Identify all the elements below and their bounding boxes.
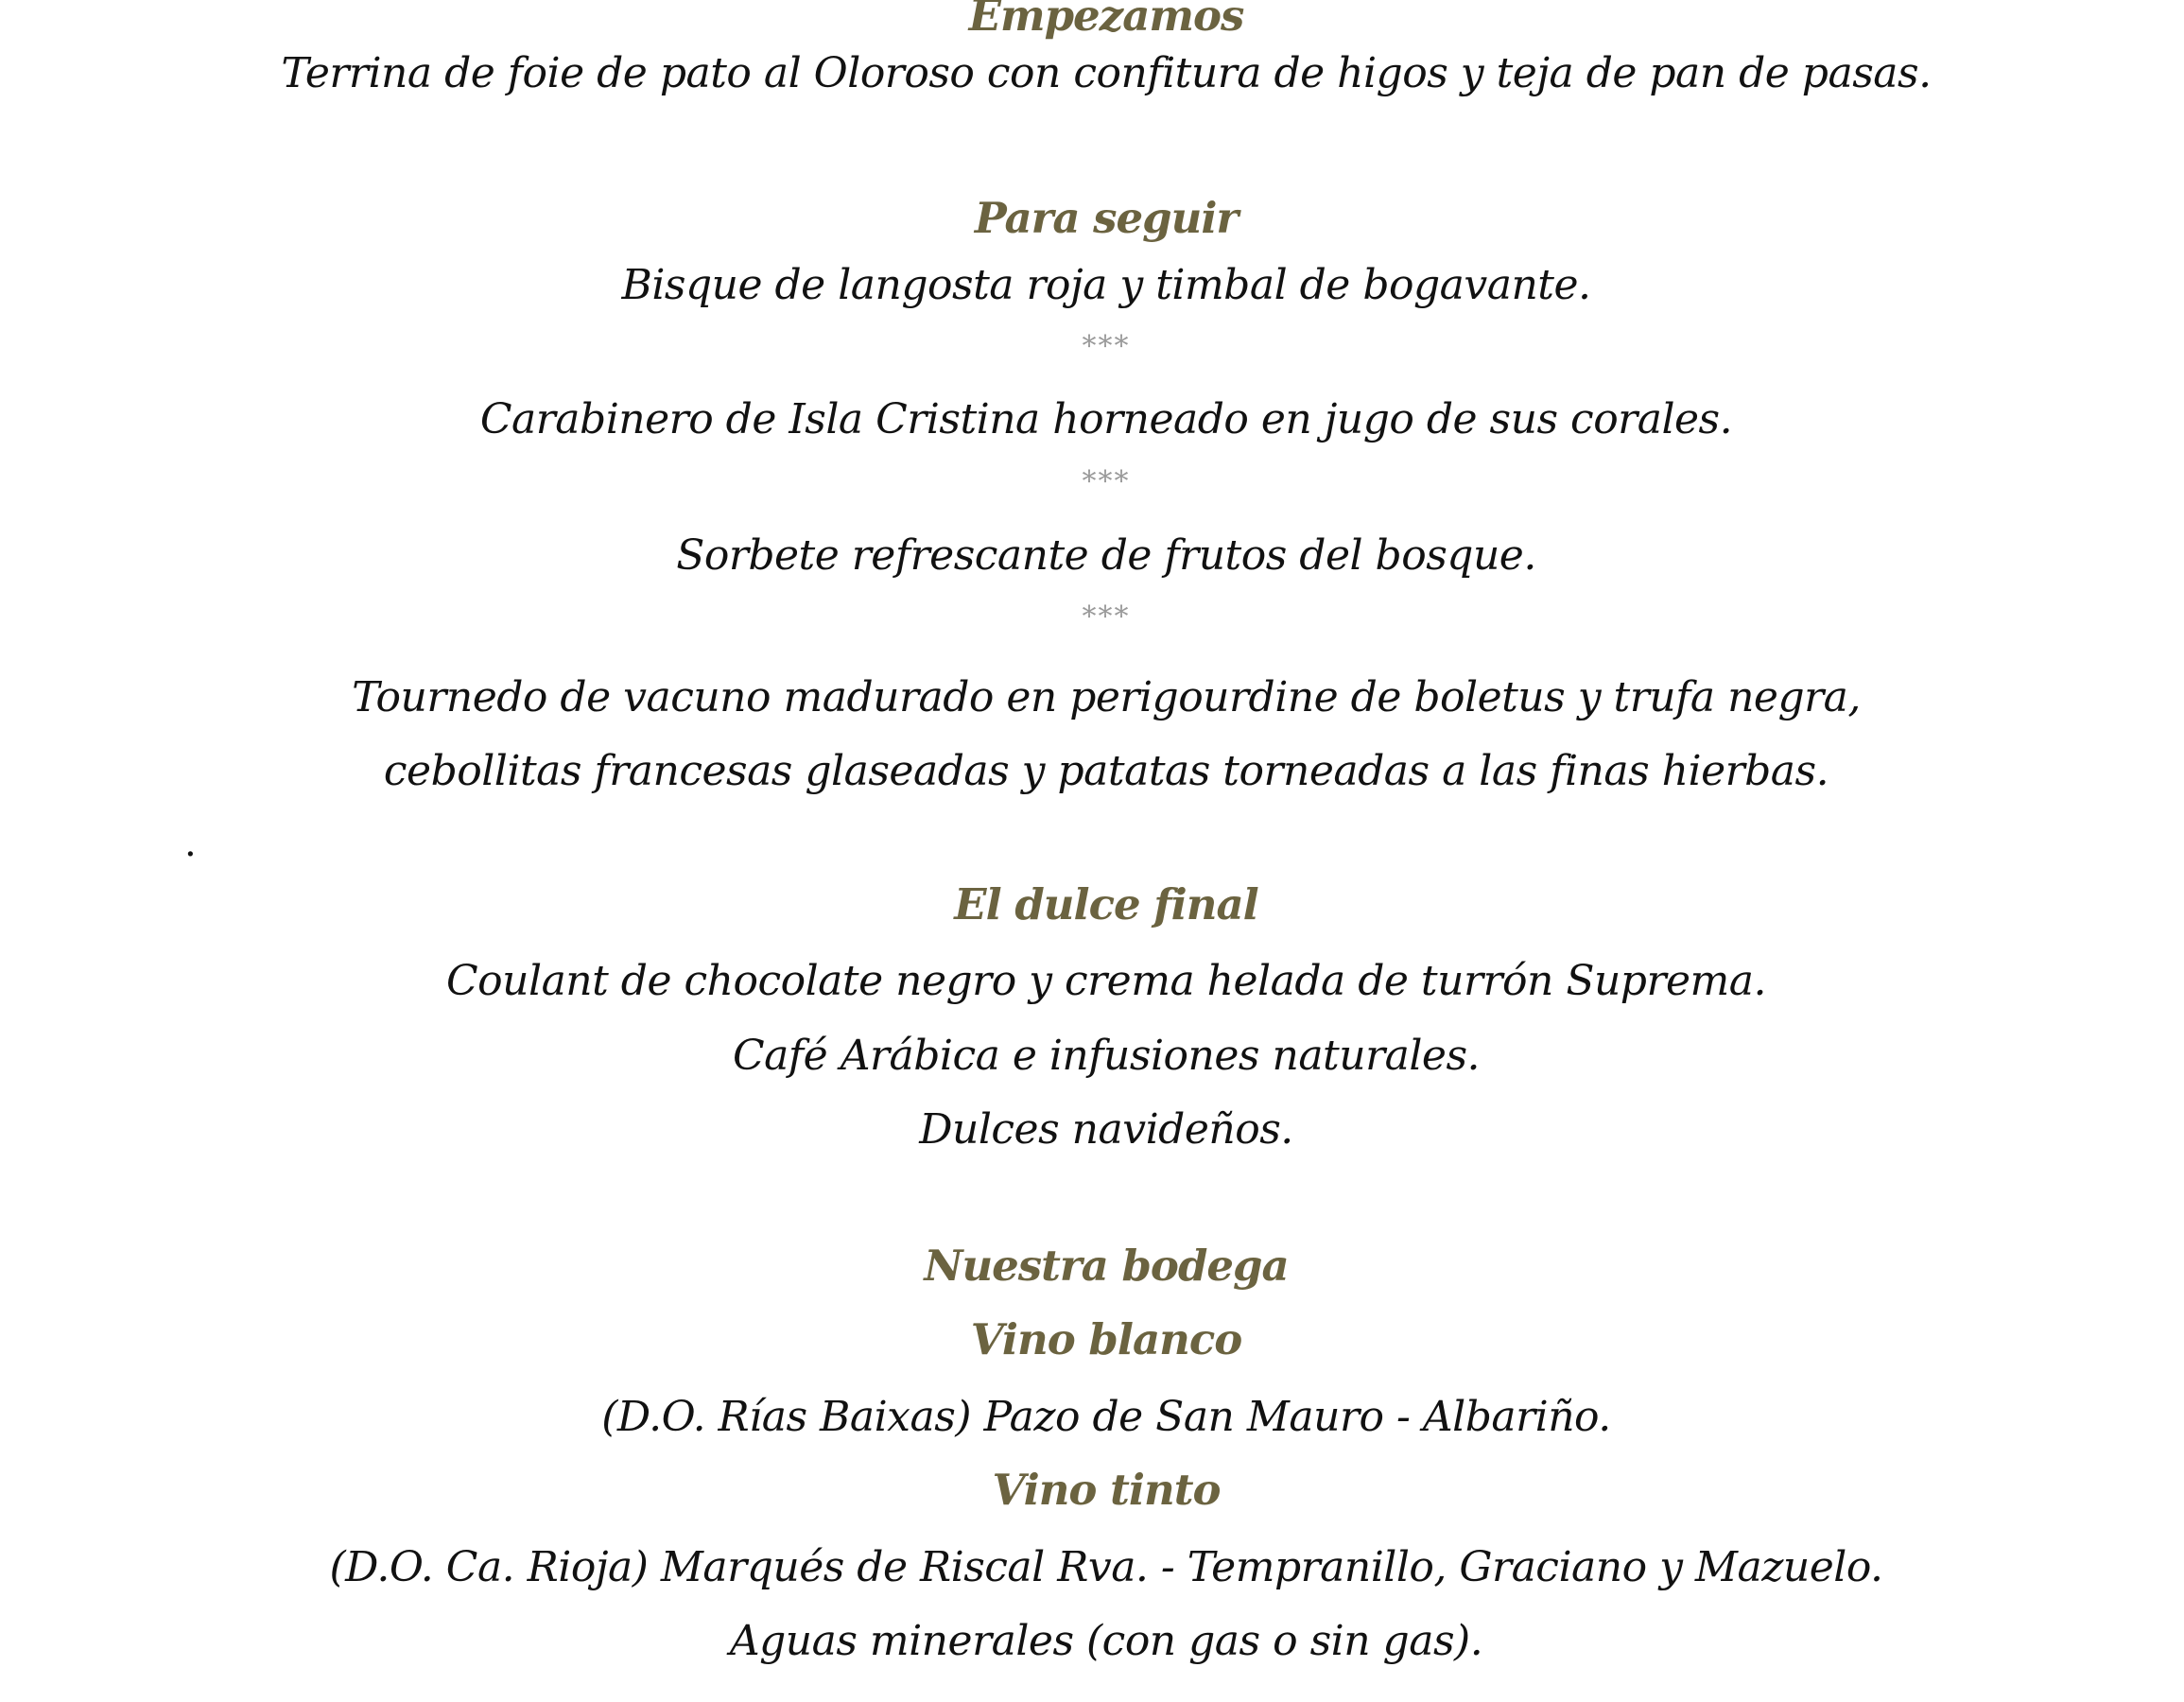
section-title-el-dulce-final: El dulce final [954, 879, 1258, 929]
section-title-empezamos: Empezamos [968, 0, 1244, 41]
menu-item-bisque: Bisque de langosta roja y timbal de bogavante. [621, 261, 1591, 309]
subsection-title-vino-blanco: Vino blanco [970, 1314, 1242, 1364]
menu-item-cafe: Café Arábica e infusiones naturales. [732, 1032, 1481, 1080]
menu-item-carabinero: Carabinero de Isla Cristina horneado en jugo de sus corales. [479, 395, 1733, 443]
separator: *** [1082, 600, 1131, 634]
subsection-title-vino-tinto: Vino tinto [992, 1465, 1221, 1515]
menu-item-coulant: Coulant de chocolate negro y crema helada de turrón Suprema. [446, 957, 1766, 1005]
stray-dot: . [184, 822, 197, 865]
menu-item-aguas: Aguas minerales (con gas o sin gas). [729, 1617, 1483, 1665]
wine-item-blanco: (D.O. Rías Baixas) Pazo de San Mauro - Albariño. [601, 1393, 1611, 1441]
menu-item-tournedo-line2: cebollitas francesas glaseadas y patatas torneadas a las finas hierbas. [383, 747, 1829, 795]
wine-item-tinto: (D.O. Ca. Rioja) Marqués de Riscal Rva. - Tempranillo, Graciano y Mazuelo. [329, 1543, 1883, 1591]
separator: *** [1082, 465, 1131, 498]
menu-item-tournedo-line1: Tournedo de vacuno madurado en perigourdine de boletus y trufa negra, [352, 673, 1861, 721]
section-title-para-seguir: Para seguir [974, 193, 1239, 243]
section-title-nuestra-bodega: Nuestra bodega [924, 1241, 1289, 1291]
menu-item-sorbete: Sorbete refrescante de frutos del bosque. [676, 531, 1536, 580]
menu-item-dulces: Dulces navideños. [919, 1105, 1293, 1154]
separator: *** [1082, 330, 1131, 363]
menu-item-terrina: Terrina de foie de pato al Oloroso con confitura de higos y teja de pan de pasas. [281, 49, 1932, 97]
